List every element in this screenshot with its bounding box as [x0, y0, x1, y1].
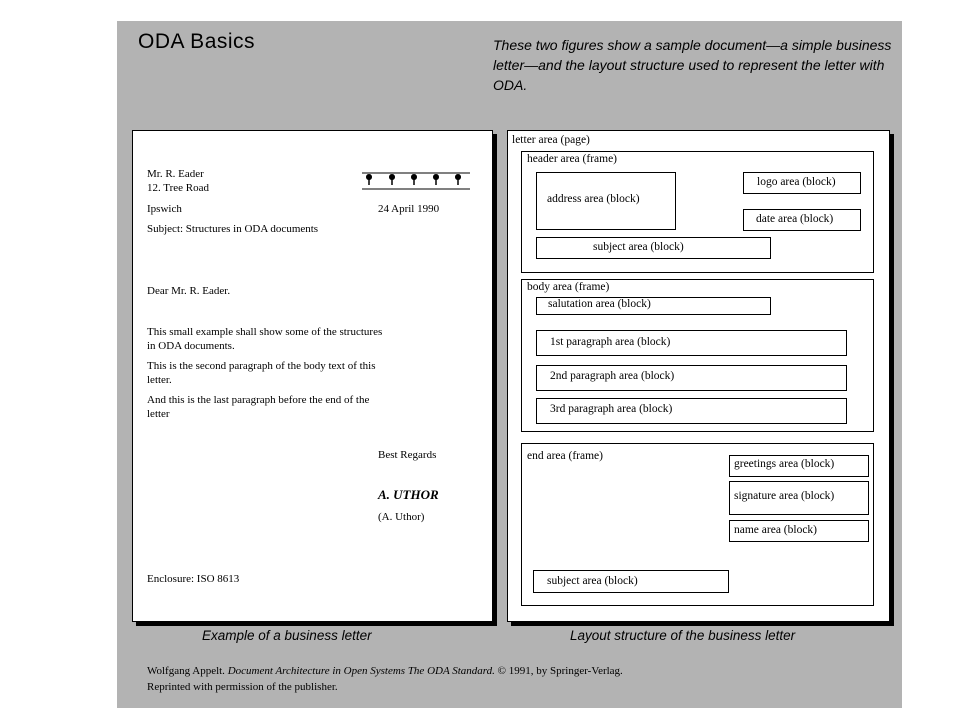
recipient-address: 12. Tree Road — [147, 182, 210, 194]
logo-block-label: logo area (block) — [757, 176, 836, 188]
letter-subject: Subject: Structures in ODA documents — [147, 223, 319, 235]
paragraph3-block-label: 3rd paragraph area (block) — [550, 403, 673, 415]
letter-enclosure: Enclosure: ISO 8613 — [147, 573, 240, 585]
letter-name: (A. Uthor) — [378, 511, 425, 523]
logo-icon — [362, 170, 472, 192]
salutation-block-label: salutation area (block) — [548, 298, 651, 310]
letter-caption: Example of a business letter — [202, 628, 372, 643]
letter-closing: Best Regards — [378, 449, 437, 461]
greetings-block-label: greetings area (block) — [734, 458, 835, 470]
header-subject-block-label: subject area (block) — [593, 241, 684, 253]
signature-block-label: signature area (block) — [734, 490, 835, 502]
page-label: letter area (page) — [512, 134, 590, 146]
letter-paragraph-2: This is the second paragraph of the body text of this letter. — [147, 360, 376, 386]
credit-book: Document Architecture in Open Systems The ODA Standard. — [227, 665, 495, 677]
letter-paragraph-3: And this is the last paragraph before the end of the letter — [147, 394, 370, 420]
letter-paragraph-1: This small example shall show some of the structures in ODA documents. — [147, 326, 383, 352]
paragraph1-block-label: 1st paragraph area (block) — [550, 336, 671, 348]
end-subject-block-label: subject area (block) — [547, 575, 638, 587]
name-block-label: name area (block) — [734, 524, 818, 536]
recipient-name: Mr. R. Eader — [147, 168, 204, 180]
end-frame-label: end area (frame) — [527, 450, 603, 462]
date-block-label: date area (block) — [756, 213, 834, 225]
letter-salutation: Dear Mr. R. Eader. — [147, 285, 231, 297]
address-block-label: address area (block) — [547, 193, 640, 205]
credit-author: Wolfgang Appelt. — [147, 665, 225, 677]
credit-line-1 — [147, 663, 847, 679]
credit-publisher: © 1991, by Springer-Verlag. — [497, 665, 623, 677]
credit-line-2: Reprinted with permission of the publisher. — [147, 681, 338, 693]
layout-caption: Layout structure of the business letter — [570, 628, 796, 643]
letter-date: 24 April 1990 — [378, 203, 440, 215]
paragraph2-block-label: 2nd paragraph area (block) — [550, 370, 675, 382]
header-frame-label: header area (frame) — [527, 153, 618, 165]
intro-text: These two figures show a sample document—a simple business letter—and the layout structure used to represent the letter with ODA. — [493, 37, 892, 93]
recipient-city: Ipswich — [147, 203, 182, 215]
credit-text — [147, 663, 847, 695]
letter-signature: A. UTHOR — [378, 487, 439, 502]
body-frame-label: body area (frame) — [527, 281, 610, 293]
page-title: ODA Basics — [138, 30, 256, 53]
